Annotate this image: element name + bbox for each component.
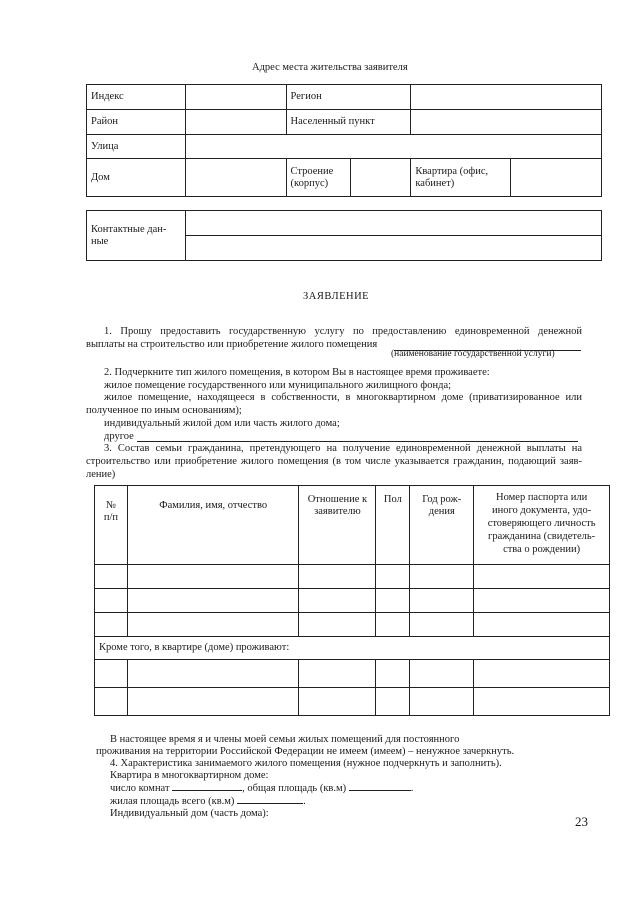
- bottom-line3: 4. Характеристика занимаемого жилого помещения (нужное подчеркнуть и заполнить).: [110, 758, 502, 769]
- table-cell[interactable]: [376, 613, 410, 637]
- district-value[interactable]: [185, 110, 286, 135]
- contacts-label-line1: Контактные дан-: [91, 223, 167, 235]
- p2-line1: 2. Подчеркните тип жилого помещения, в котором Вы в настоящее время проживаете:: [104, 367, 490, 378]
- table-cell[interactable]: [376, 589, 410, 613]
- table-cell[interactable]: [95, 613, 128, 637]
- table-cell[interactable]: [299, 565, 376, 589]
- p3-line3: ление): [86, 469, 116, 480]
- col-document-header: [474, 486, 610, 565]
- col-document-header-line3: стоверяющего личность: [487, 518, 596, 529]
- rooms-label: число комнат: [110, 783, 170, 794]
- district-label: Район: [87, 110, 186, 135]
- col-number-header-line1: №: [105, 500, 116, 511]
- col-number-header-line2: п/п: [103, 512, 119, 523]
- table-cell[interactable]: [376, 688, 410, 716]
- index-label: Индекс: [87, 85, 186, 110]
- apartment-label: [411, 159, 511, 197]
- col-relation-header: [299, 486, 376, 565]
- bottom-line4: Квартира в многоквартирном доме:: [110, 770, 269, 781]
- house-label: Дом: [87, 159, 186, 197]
- col-relation-header-line2: заявителю: [314, 506, 361, 517]
- col-fullname-header: Фамилия, имя, отчество: [127, 486, 299, 565]
- region-value[interactable]: [411, 85, 602, 110]
- total-area-input[interactable]: [349, 790, 411, 791]
- col-sex-header: Пол: [376, 486, 410, 565]
- p2-line4: полученное по иным основаниям);: [86, 405, 242, 416]
- table-cell[interactable]: [95, 565, 128, 589]
- page-title: ЗАЯВЛЕНИЕ: [303, 291, 370, 302]
- street-label: Улица: [87, 135, 186, 159]
- table-cell[interactable]: [299, 589, 376, 613]
- house-row: Индивидуальный дом (часть дома):: [110, 808, 269, 819]
- contacts-value-1[interactable]: [185, 211, 601, 236]
- table-cell[interactable]: [376, 565, 410, 589]
- contacts-table: [86, 210, 602, 261]
- address-title: Адрес места жительства заявителя: [252, 62, 408, 73]
- index-value[interactable]: [185, 85, 286, 110]
- locality-value[interactable]: [411, 110, 602, 135]
- table-cell[interactable]: [474, 613, 610, 637]
- table-cell[interactable]: [95, 688, 128, 716]
- building-label: [286, 159, 350, 197]
- table-cell[interactable]: [410, 613, 474, 637]
- table-cell[interactable]: [474, 565, 610, 589]
- table-row: [95, 688, 610, 716]
- bottom-line1: В настоящее время я и члены моей семьи жилых помещений для постоянного: [110, 734, 460, 745]
- apartment-label-line1: Квартира (офис,: [415, 165, 489, 177]
- p2-option-other: другое: [104, 431, 134, 442]
- table-cell[interactable]: [127, 660, 299, 688]
- street-value[interactable]: [185, 135, 601, 159]
- table-row: [95, 565, 610, 589]
- building-label-line2: (корпус): [290, 177, 329, 189]
- contacts-label-line2: ные: [91, 235, 109, 247]
- service-name-caption: (наименование государственной услуги): [391, 349, 555, 359]
- address-table: [86, 84, 602, 197]
- col-document-header-line4: гражданина (свидетель-: [488, 531, 596, 542]
- living-area-input[interactable]: [237, 803, 303, 804]
- bottom-line2: проживания на территории Российской Федерации не имеем (имеем) – ненужное зачеркнуть.: [96, 746, 515, 757]
- table-cell[interactable]: [95, 589, 128, 613]
- page-number: 23: [575, 814, 588, 829]
- table-cell[interactable]: [474, 660, 610, 688]
- table-cell[interactable]: [127, 589, 299, 613]
- table-cell[interactable]: [410, 589, 474, 613]
- col-document-header-line5: ства о рождении): [503, 544, 581, 555]
- table-cell[interactable]: [410, 688, 474, 716]
- p1-line2: выплаты на строительство или приобретение жилого помещения: [86, 339, 378, 350]
- building-value[interactable]: [350, 159, 411, 197]
- table-cell[interactable]: [410, 660, 474, 688]
- contacts-value-2[interactable]: [185, 236, 601, 261]
- family-table: [94, 485, 610, 716]
- apartment-value[interactable]: [511, 159, 602, 197]
- p3-line2: строительство или приобретение жилого помещения (в том числе указывается гражданин, подающий заяв-: [86, 456, 582, 467]
- building-label-line1: Строение: [290, 165, 334, 177]
- table-cell[interactable]: [474, 589, 610, 613]
- rooms-input[interactable]: [172, 790, 242, 791]
- table-cell[interactable]: [95, 660, 128, 688]
- region-label: Регион: [286, 85, 411, 110]
- living-area-label: жилая площадь всего (кв.м): [110, 796, 235, 807]
- apartment-label-line2: кабинет): [415, 177, 455, 189]
- col-relation-header-line1: Отношение к: [307, 494, 368, 505]
- table-row: [95, 613, 610, 637]
- living-area-row: жилая площадь всего (кв.м) .: [110, 796, 306, 807]
- other-input[interactable]: [137, 441, 578, 442]
- total-area-label: , общая площадь (кв.м): [242, 783, 347, 794]
- col-document-header-line2: иного документа, удо-: [491, 505, 592, 516]
- col-birthyear-header-line2: дения: [428, 506, 455, 517]
- p2-option-owned[interactable]: жилое помещение, находящееся в собственности, в многоквартирном доме (приватизированное или: [104, 392, 582, 403]
- p3-line1: 3. Состав семьи гражданина, претендующего на получение единовременной денежной выплаты на: [104, 443, 582, 454]
- col-document-header-line1: Номер паспорта или: [496, 492, 588, 503]
- col-birthyear-header-line1: Год рож-: [422, 494, 462, 505]
- table-cell[interactable]: [474, 688, 610, 716]
- table-row: [95, 589, 610, 613]
- table-row: [95, 660, 610, 688]
- table-cell[interactable]: [299, 688, 376, 716]
- locality-label: Населенный пункт: [286, 110, 411, 135]
- house-value[interactable]: [185, 159, 286, 197]
- table-cell[interactable]: [127, 565, 299, 589]
- table-cell[interactable]: [376, 660, 410, 688]
- table-cell[interactable]: [127, 688, 299, 716]
- p2-option-private-house[interactable]: индивидуальный жилой дом или часть жилого дома;: [104, 418, 340, 429]
- rooms-row: число комнат , общая площадь (кв.м) .: [110, 783, 414, 794]
- also-live-label: Кроме того, в квартире (доме) проживают:: [95, 637, 610, 660]
- col-birthyear-header: [410, 486, 474, 565]
- col-number-header: [95, 486, 128, 565]
- table-cell[interactable]: [299, 613, 376, 637]
- table-cell[interactable]: [127, 613, 299, 637]
- p1-line1: 1. Прошу предоставить государственную услугу по предоставлению единовременной денежной: [104, 326, 582, 337]
- p2-option-state-fund[interactable]: жилое помещение государственного или муниципального жилищного фонда;: [104, 380, 452, 391]
- contacts-label: [87, 211, 186, 261]
- table-cell[interactable]: [299, 660, 376, 688]
- table-cell[interactable]: [410, 565, 474, 589]
